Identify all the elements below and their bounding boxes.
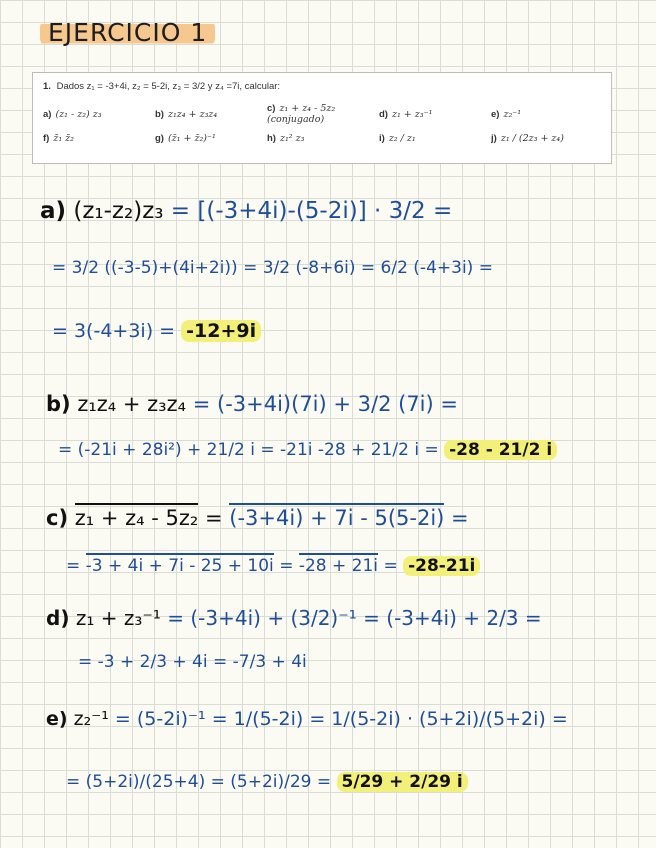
solution-e-result: 5/29 + 2/29 i <box>337 772 468 792</box>
problem-item-e: e) z₂⁻¹ <box>491 108 522 120</box>
solution-c-label: c) z₁ + z₄ - 5z₂ <box>46 503 198 530</box>
problem-number: 1. <box>43 81 51 92</box>
problem-items <box>43 101 603 150</box>
solution-e-line-1: e) z₂⁻¹ = (5-2i)⁻¹ = 1/(5-2i) = 1/(5-2i) · (5+2i)/(5+2i) = <box>46 708 568 730</box>
problem-statement <box>32 72 612 164</box>
solution-d-label: d) z₁ + z₃⁻¹ <box>46 606 161 630</box>
problem-item-h: h) z₁² z₃ <box>267 133 305 144</box>
solution-a-line-2: = 3/2 ((-3-5)+(4i+2i)) = 3/2 (-8+6i) = 6/2 (-4+3i) = <box>52 258 493 278</box>
solution-a-line-3: = 3(-4+3i) = -12+9i <box>52 320 261 342</box>
solution-c-line-2: = -3 + 4i + 7i - 25 + 10i = -28 + 21i = -28-21i <box>66 556 480 576</box>
problem-intro <box>43 81 603 92</box>
problem-item-i: i) z₂ / z₁ <box>379 133 416 144</box>
solution-a-label: a) (z₁-z₂)z₃ <box>40 198 164 224</box>
problem-item-c: c) z₁ + z₄ - 5z₂ (conjugado) <box>267 103 336 125</box>
solution-e-label: e) z₂⁻¹ <box>46 708 109 730</box>
problem-item-b: b) z₁z₄ + z₃z₄ <box>155 108 218 120</box>
problem-item-g: g) (z̄₁ + z̄₂)⁻¹ <box>155 133 216 144</box>
solution-d-line-2: = -3 + 2/3 + 4i = -7/3 + 4i <box>78 652 307 672</box>
problem-intro-text: Dados z₁ = -3+4i, z₂ = 5-2i, z₃ = 3/2 y z₄ =7i, calcular: <box>56 81 281 92</box>
problem-item-a: a) (z₁ - z₂) z₃ <box>43 108 102 120</box>
solution-d-line-1: d) z₁ + z₃⁻¹ = (-3+4i) + (3/2)⁻¹ = (-3+4i) + 2/3 = <box>46 606 542 630</box>
solution-a-line-1: a) (z₁-z₂)z₃ = [(-3+4i)-(5-2i)] · 3/2 = <box>40 198 453 224</box>
solution-b-result: -28 - 21/2 i <box>444 440 557 460</box>
solution-e-line-2: = (5+2i)/(25+4) = (5+2i)/29 = 5/29 + 2/29 i <box>66 772 468 792</box>
solution-c-result: -28-21i <box>403 556 480 576</box>
problem-item-d: d) z₁ + z₃⁻¹ <box>379 108 433 120</box>
solution-b-line-1: b) z₁z₄ + z₃z₄ = (-3+4i)(7i) + 3/2 (7i) = <box>46 392 458 416</box>
solution-a-result: -12+9i <box>181 320 261 342</box>
solution-b-line-2: = (-21i + 28i²) + 21/2 i = -21i -28 + 21/2 i = -28 - 21/2 i <box>58 440 557 460</box>
solution-c-line-1: c) z₁ + z₄ - 5z₂ = (-3+4i) + 7i - 5(5-2i) = <box>46 506 469 530</box>
problem-item-f: f) z̄₁ z̄₂ <box>43 133 74 144</box>
page-title: EJERCICIO 1 <box>40 18 215 48</box>
problem-item-j: j) z₁ / (2z₃ + z₄) <box>491 133 564 144</box>
solution-b-label: b) z₁z₄ + z₃z₄ <box>46 392 187 416</box>
